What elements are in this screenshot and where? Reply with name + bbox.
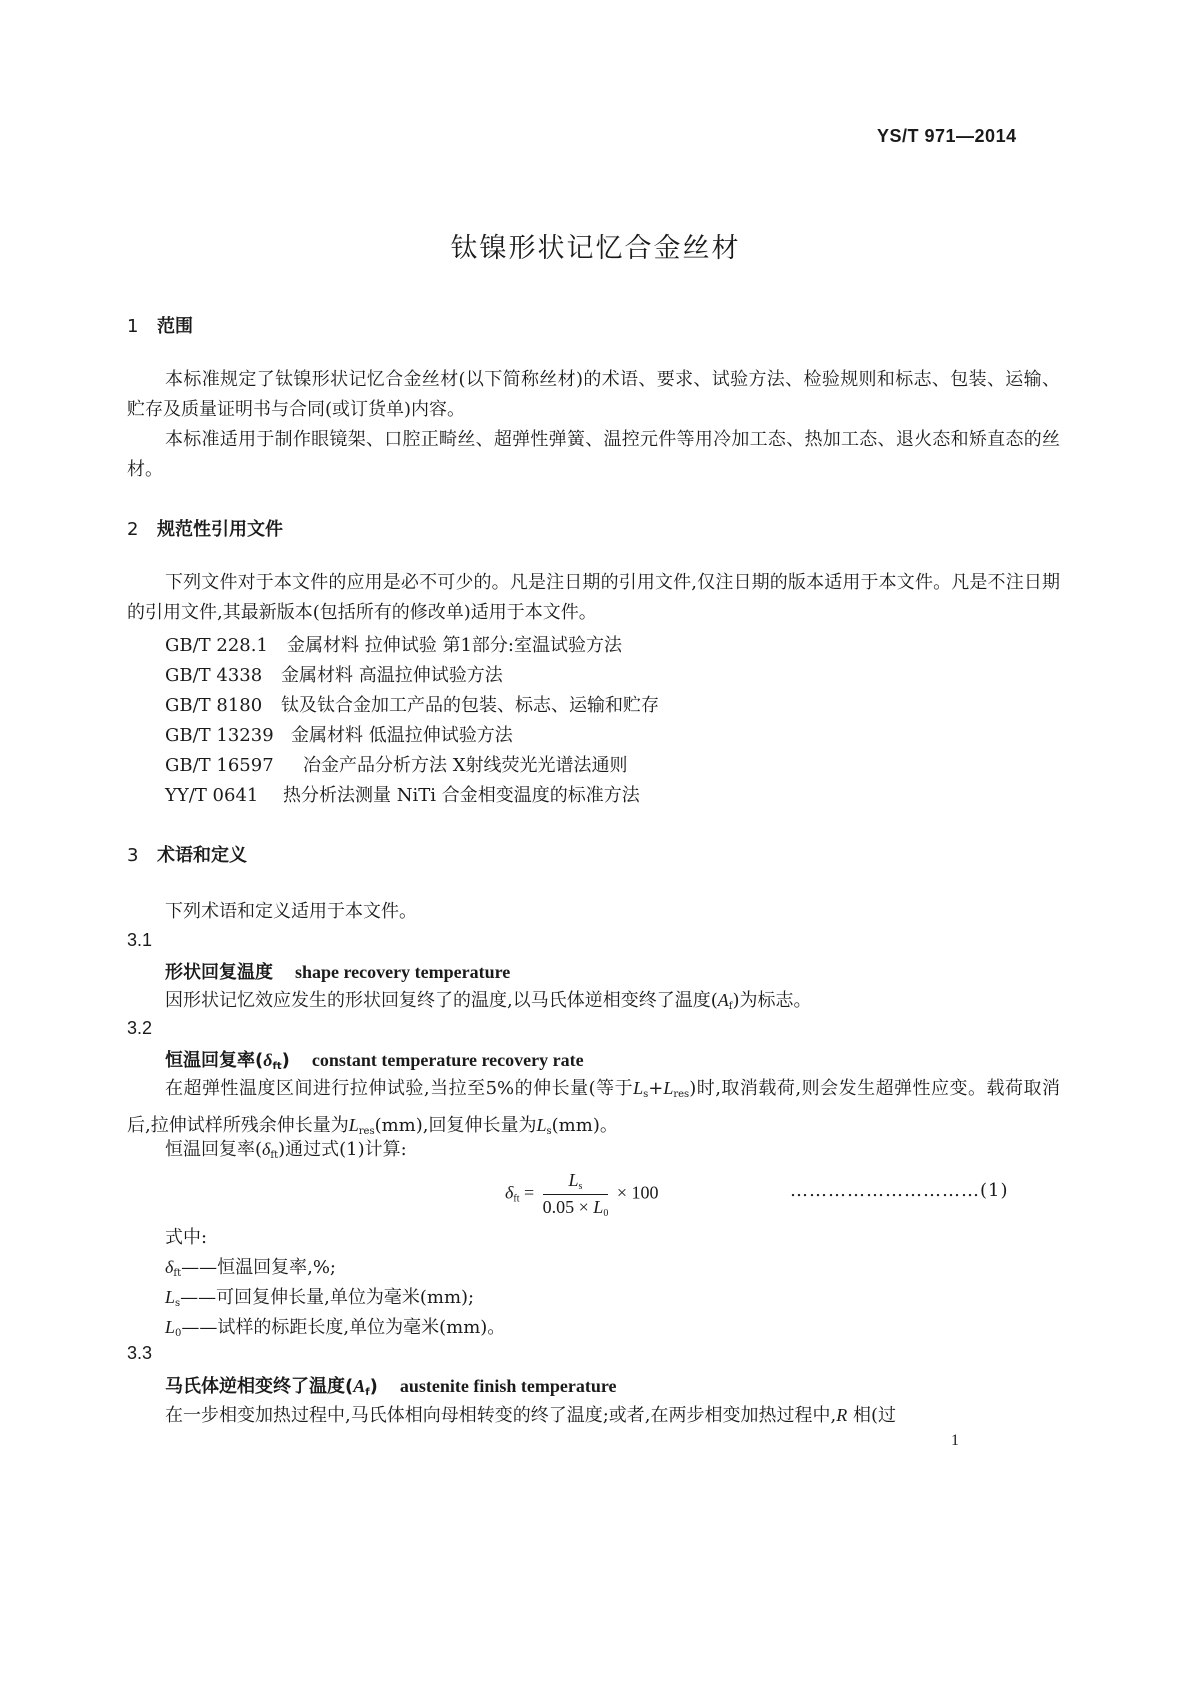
symbol-subscript: 0 [175,1328,182,1339]
equation-number: …………………………(1) [790,1180,1009,1201]
term-en: austenite finish temperature [399,1376,617,1396]
definition-text: (mm),回复伸长量为 [374,1115,537,1136]
section-title: 规范性引用文件 [157,519,283,540]
reference-code: GB/T 13239 [165,725,274,746]
reference-title: 热分析法测量 NiTi 合金相变温度的标准方法 [283,785,640,806]
variable-definition [165,1283,474,1309]
reference-title: 冶金产品分析方法 X射线荧光光谱法通则 [303,755,628,776]
term-heading [165,958,510,984]
symbol: R [836,1405,848,1425]
term-definition [165,1401,896,1427]
symbol: L [633,1078,644,1098]
definition-text: 在超弹性温度区间进行拉伸试验,当拉至5%的伸长量(等于 [165,1078,634,1099]
standard-number: YS/T 971—2014 [877,126,1017,146]
fraction-denominator [543,1195,609,1219]
section-1-paragraph-1: 本标准规定了钛镍形状记忆合金丝材(以下简称丝材)的术语、要求、试验方法、检验规则和标志、包装、运输、贮存及质量证明书与合同(或订货单)内容。 [127,369,1060,420]
formula-equals: = [523,1182,535,1203]
symbol: δ [262,1139,271,1159]
section-title: 范围 [157,316,193,337]
term-heading [165,1046,584,1072]
symbol: L [348,1115,359,1135]
symbol-subscript: ft [270,1150,279,1161]
variable-definition [165,1253,336,1279]
term-definition [165,986,811,1012]
definition-text: )为标志。 [732,990,812,1011]
symbol: L [663,1078,674,1098]
symbol: δ [263,1050,273,1070]
formula-fraction [543,1170,609,1219]
section-number: 2 [127,519,139,540]
symbol-subscript: s [175,1298,181,1309]
formula-lhs-subscript: ft [513,1193,520,1205]
clause-number: 3.3 [127,1343,153,1363]
denominator-text: 0.05 × [542,1197,594,1217]
term-zh: 马氏体逆相变终了温度( [165,1376,354,1397]
clause-number: 3.1 [127,930,153,950]
symbol: L [165,1317,176,1337]
fraction-numerator [543,1170,609,1195]
symbol-subscript: s [643,1089,649,1100]
variable-description: ——试样的标距长度,单位为毫米(mm)。 [181,1317,506,1338]
term-heading [165,1372,617,1398]
calculation-intro [165,1135,407,1161]
formula-multiplier: × 100 [616,1182,659,1203]
definition-text: (mm)。 [551,1115,618,1136]
denominator-symbol: L [593,1197,604,1217]
term-zh: 形状回复温度 [165,962,273,983]
term-zh: ) [281,1050,290,1071]
symbol-subscript: ft [272,1061,282,1072]
section-3-intro: 下列术语和定义适用于本文件。 [165,901,417,922]
reference-title: 钛及钛合金加工产品的包装、标志、运输和贮存 [281,695,659,716]
symbol-subscript: res [358,1126,375,1137]
symbol: L [165,1287,176,1307]
variable-definition [165,1313,505,1339]
reference-item [165,631,622,657]
definition-text: )时,取消载荷,则会发生超弹性应变。载荷取消后,拉伸试样所残余伸长量为 [127,1078,1060,1136]
symbol: A [353,1376,366,1396]
reference-code: GB/T 16597 [165,755,274,776]
definition-text: )通过式(1)计算: [278,1139,407,1160]
term-en: constant temperature recovery rate [311,1050,584,1070]
formula-lhs: δ [505,1182,514,1203]
reference-item [165,721,513,747]
definition-text: 在一步相变加热过程中,马氏体相向母相转变的终了温度;或者,在两步相变加热过程中, [165,1405,837,1426]
reference-item [165,751,628,777]
section-2-heading [127,515,283,541]
reference-code: YY/T 0641 [165,785,259,806]
section-1-heading [127,312,193,338]
section-1-paragraph-2: 本标准适用于制作眼镜架、口腔正畸丝、超弹性弹簧、温控元件等用冷加工态、热加工态、退火态和矫直态的丝材。 [127,429,1060,480]
reference-title: 金属材料 高温拉伸试验方法 [281,665,503,686]
definition-text: 相(过 [847,1405,896,1426]
formula [505,1170,658,1219]
section-number: 3 [127,845,139,866]
reference-item [165,781,640,807]
symbol-subscript: ft [173,1268,182,1279]
reference-code: GB/T 8180 [165,695,263,716]
numerator-subscript: s [578,1181,583,1192]
symbol-subscript: s [546,1126,552,1137]
reference-item [165,661,503,687]
numerator-symbol: L [568,1170,579,1190]
variable-description: ——可回复伸长量,单位为毫米(mm); [180,1287,475,1308]
definition-text: 恒温回复率( [165,1139,263,1160]
section-number: 1 [127,316,139,337]
where-label: 式中: [165,1227,208,1248]
clause-number: 3.2 [127,1018,153,1038]
definition-text: 因形状记忆效应发生的形状回复终了的温度,以马氏体逆相变终了温度( [165,990,718,1011]
section-3-heading [127,841,247,867]
section-title: 术语和定义 [157,845,247,866]
term-en: shape recovery temperature [295,962,511,982]
reference-code: GB/T 228.1 [165,635,268,656]
symbol-subscript: res [673,1089,690,1100]
term-zh: ) [369,1376,378,1397]
symbol-subscript: f [365,1387,370,1398]
symbol-subscript: f [728,1001,733,1012]
denominator-subscript: 0 [603,1208,609,1219]
symbol: L [536,1115,547,1135]
symbol: δ [165,1257,174,1277]
reference-code: GB/T 4338 [165,665,263,686]
section-2-paragraph-1: 下列文件对于本文件的应用是必不可少的。凡是注日期的引用文件,仅注日期的版本适用于本文件。凡是不注日期的引用文件,其最新版本(包括所有的修改单)适用于本文件。 [127,572,1060,623]
variable-description: ——恒温回复率,%; [181,1257,336,1278]
symbol: A [717,990,729,1010]
page-number: 1 [951,1432,959,1449]
definition-text: + [648,1078,664,1099]
reference-item [165,691,659,717]
reference-title: 金属材料 拉伸试验 第1部分:室温试验方法 [287,635,622,656]
document-title: 钛镍形状记忆合金丝材 [450,233,741,264]
reference-title: 金属材料 低温拉伸试验方法 [291,725,513,746]
term-zh: 恒温回复率( [165,1050,264,1071]
